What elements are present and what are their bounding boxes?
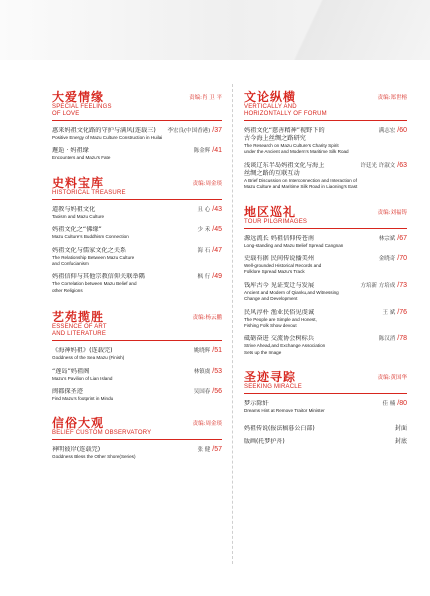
entry-author: 陈汉消 xyxy=(378,336,396,343)
entry-title[interactable]: 钱库古今 见证变迁与发展 xyxy=(244,281,315,289)
entry-title[interactable]: 《海神妈祖》(连载完) xyxy=(52,347,113,355)
toc-entry[interactable] xyxy=(244,235,407,249)
section-editor xyxy=(193,313,222,321)
entry-title-en: Mazu’s Pavilion of Lian Island xyxy=(52,375,113,381)
editor-name: 肖 卫 平 xyxy=(202,95,222,101)
entry-author: 许廷光 许淑文 xyxy=(360,162,396,169)
toc-section xyxy=(52,90,222,162)
toc-entry[interactable] xyxy=(244,282,407,303)
entry-title[interactable]: 民风淳朴 渔业民俗见虔诚 xyxy=(244,308,315,316)
entry-head xyxy=(244,335,407,343)
entry-page-number: /47 xyxy=(212,246,222,254)
entry-head xyxy=(244,235,407,243)
entry-page-number: /60 xyxy=(397,127,407,134)
entry-title-en: Long-standing and Mazu Belief Spread Cangnan xyxy=(244,242,344,248)
toc-section xyxy=(52,310,222,402)
entry-head xyxy=(52,226,222,234)
entry-page-number: /78 xyxy=(397,335,407,343)
entry-author: 方培新 方培成 xyxy=(360,282,396,289)
entry-author: 枫 行 xyxy=(197,274,211,281)
footer-item-page: 封面 xyxy=(394,424,407,432)
entry-title[interactable]: 邂逅 · 妈祖缘 xyxy=(52,147,89,155)
entry-title[interactable]: 妈祖文化与儒家文化之关系 xyxy=(52,246,127,254)
toc-entry[interactable] xyxy=(52,368,222,382)
entry-title[interactable]: 惠来妈祖文化路的守护与满风(连载三) xyxy=(52,127,156,134)
entry-head xyxy=(52,446,222,454)
section-title: 艺苑揽胜 xyxy=(52,310,105,325)
entry-page-number: /43 xyxy=(212,205,222,213)
left-column xyxy=(52,82,222,461)
entry-head xyxy=(52,127,222,135)
toc-entry[interactable] xyxy=(52,206,222,220)
toc-entry[interactable] xyxy=(52,388,222,402)
entry-author: 姚晓辉 xyxy=(193,348,211,355)
toc-entry[interactable] xyxy=(52,147,222,161)
section-title-en: SPECIAL FEELINGS OF LOVE xyxy=(52,104,112,117)
footer-item[interactable] xyxy=(244,438,407,446)
footer-item-title: 版画(托梦护舟) xyxy=(244,437,285,445)
editor-label: 责编: xyxy=(189,95,202,101)
entry-title[interactable]: 源远流长 妈祖信仰传苍南 xyxy=(244,234,315,242)
entry-head xyxy=(52,388,222,396)
section-editor xyxy=(378,208,407,216)
entry-author: 吴国春 xyxy=(193,389,211,396)
entry-title[interactable]: 砥砺奋进 交流协会树标兵 xyxy=(244,335,315,343)
entry-author: 少 禾 xyxy=(197,227,211,234)
entry-title-en: Well-grounded Historical Records and Folklore Spread Mazu’s Track xyxy=(244,263,322,275)
toc-section xyxy=(52,416,222,460)
entry-page-number: /51 xyxy=(212,347,222,355)
toc-entry[interactable] xyxy=(244,400,407,414)
entry-title-en: Encounters and Mazu’s Fate xyxy=(52,155,111,161)
section-title-en: HISTORICAL TREASURE xyxy=(52,189,126,196)
entry-title[interactable]: 梦示除奸 xyxy=(244,400,269,408)
section-rule xyxy=(244,393,407,394)
entry-head xyxy=(52,247,222,255)
entry-head xyxy=(244,162,407,178)
editor-name: 郑世榕 xyxy=(390,95,407,101)
entry-page-number: /56 xyxy=(212,388,222,396)
editor-label: 责编: xyxy=(192,180,206,187)
entry-page-number: /37 xyxy=(212,127,222,134)
section-editor xyxy=(378,93,407,101)
header-wedge-decoration xyxy=(230,0,430,60)
entry-author: 林镇虞 xyxy=(193,368,211,375)
entry-page-number: /57 xyxy=(212,446,222,454)
entry-page-number: /80 xyxy=(397,400,407,408)
entry-author: 且 心 xyxy=(197,206,211,213)
entry-author: 李宏良(中国香港) xyxy=(167,128,211,134)
section-editor xyxy=(189,93,222,101)
toc-section xyxy=(52,176,222,294)
entry-head xyxy=(244,400,407,408)
toc-entry[interactable] xyxy=(52,347,222,361)
toc-entry[interactable] xyxy=(52,226,222,240)
entry-page-number: /67 xyxy=(397,234,407,242)
entry-page-number: /76 xyxy=(397,308,407,316)
entry-page-number: /41 xyxy=(212,147,222,155)
toc-section xyxy=(244,90,407,191)
section-rule xyxy=(244,120,407,121)
editor-label: 责编: xyxy=(377,209,391,216)
entry-author: 海 石 xyxy=(197,247,211,254)
section-rule xyxy=(244,228,407,229)
section-editor xyxy=(193,179,222,187)
section-title: 地区巡礼 xyxy=(244,204,297,219)
toc-entry[interactable] xyxy=(244,309,407,330)
entry-author: 林宗斌 xyxy=(378,235,396,242)
section-rule xyxy=(52,120,222,121)
entry-title-en: The Correlation between Mazu Belief and other Religions xyxy=(52,281,137,293)
entry-author: 张 健 xyxy=(197,447,211,454)
entry-title[interactable]: 妈祖信仰与其他宗教信仰关联举隅 xyxy=(52,273,145,281)
section-rule xyxy=(52,340,222,341)
entry-head xyxy=(52,368,222,376)
entry-title[interactable]: 神明彼岸(连载完) xyxy=(52,446,101,454)
section-rule xyxy=(52,199,222,200)
editor-label: 责编: xyxy=(377,375,391,382)
entry-head xyxy=(244,127,407,143)
section-editor xyxy=(193,419,222,427)
section-rule xyxy=(52,439,222,440)
section-title: 信俗大观 xyxy=(52,416,105,431)
toc-entry[interactable] xyxy=(244,335,407,356)
entry-title-en: Find Mazu’s footprint in Mindu xyxy=(52,396,114,402)
entry-title-en: Taoism and Mazu Culture xyxy=(52,213,105,219)
section-title: 圣迹寻踪 xyxy=(244,370,297,385)
editor-label: 责编: xyxy=(192,315,206,322)
editor-label: 责编: xyxy=(377,95,391,101)
section-title-en: VERTICALLY AND HORIZONTALLY OF FORUM xyxy=(244,104,327,117)
entry-title-en: Strive Ahead,and Exchange Association Sets up the Image xyxy=(244,343,326,355)
entry-title-en: Dreams Hint at Remove Traitor Minister xyxy=(244,408,325,414)
entry-title-en: The Research on Mazu Culture’s Charity Spirit under the Ancient and Modern’s Maritime Silk Road xyxy=(244,143,349,155)
toc-entry[interactable] xyxy=(244,255,407,276)
entry-title-en: Goddness Bless the Other Shore(Series) xyxy=(52,454,136,460)
entry-title-en: Ancient and Modern of Qianku,and Witnessing Change and Development xyxy=(244,289,339,302)
entry-author: 满志宏 xyxy=(378,128,396,134)
toc-entry[interactable] xyxy=(244,162,407,191)
entry-title-en: Mazu Culture’s Buddhism Connection xyxy=(52,234,129,240)
entry-page-number: /63 xyxy=(397,161,407,169)
entry-page-number: /73 xyxy=(397,281,407,289)
toc-section xyxy=(244,205,407,357)
toc-entry[interactable] xyxy=(52,247,222,268)
entry-title[interactable]: 道教与妈祖文化 xyxy=(52,205,96,213)
toc-entry[interactable] xyxy=(52,127,222,141)
entry-title-en: The People are Simple and Honest, Fishing Folk Show devout xyxy=(244,316,317,329)
entry-head xyxy=(244,255,407,263)
section-editor xyxy=(378,373,407,381)
section-title-en: TOUR PILGRIMAGES xyxy=(244,218,308,225)
entry-head xyxy=(244,282,407,290)
entry-title[interactable]: 闽都探圣迹 xyxy=(52,388,83,396)
section-title: 史料宝库 xyxy=(52,175,105,190)
header-band xyxy=(0,0,430,60)
entry-head xyxy=(244,309,407,317)
editor-name: 刘福铸 xyxy=(390,209,407,216)
toc-section xyxy=(244,370,407,414)
entry-title-en: A Brief Discussion on Interconnection and Interaction of Mazu Culture and Maritime Silk Road in Liaoning’s East xyxy=(244,177,358,190)
entry-title-en: The Relationship Between Mazu Culture and Confucianism xyxy=(52,254,135,267)
editor-name: 周金琰 xyxy=(205,421,222,428)
right-column xyxy=(244,82,407,446)
column-divider xyxy=(232,84,233,564)
entry-title[interactable]: “莲岛”妈祖阁 xyxy=(52,367,90,375)
entry-author: 佳 楠 xyxy=(382,401,396,408)
footer-item-page: 封底 xyxy=(394,437,407,445)
entry-page-number: /45 xyxy=(212,226,222,234)
footer-item-title: 妈祖传说(报法稿暮公白部) xyxy=(244,424,315,432)
entry-page-number: /70 xyxy=(397,255,407,263)
entry-title[interactable]: 妈祖文化之“佛缘” xyxy=(52,226,102,234)
entry-author: 王 斌 xyxy=(382,309,396,316)
section-title-en: ESSENCE OF ART AND LITERATURE xyxy=(52,324,107,338)
entry-head xyxy=(52,147,222,155)
entry-page-number: /49 xyxy=(212,273,222,281)
entry-title[interactable]: 浅谈辽东半岛妈祖文化与海上 丝绸之路的互联互动 xyxy=(244,161,325,177)
entry-author: 金晓奇 xyxy=(378,256,396,263)
entry-author: 陈金辉 xyxy=(193,148,211,155)
section-title: 大爱情缘 xyxy=(52,90,105,104)
toc-entry[interactable] xyxy=(52,273,222,294)
section-title-en: SEEKING MIRACLE xyxy=(244,384,303,391)
editor-name: 周金琰 xyxy=(205,180,222,187)
editor-name: 杨云鹏 xyxy=(205,315,222,322)
entry-page-number: /53 xyxy=(212,367,222,375)
entry-head xyxy=(52,206,222,214)
footer-item[interactable] xyxy=(244,425,407,433)
editor-label: 责编: xyxy=(192,421,206,428)
section-title: 文论纵横 xyxy=(244,90,297,104)
entry-title-en: Goddness of the Sea Mazu (Finish) xyxy=(52,355,125,361)
section-title-en: BELIEF CUSTOM OBSERVATORY xyxy=(52,430,152,437)
entry-head xyxy=(52,273,222,281)
toc-entry[interactable] xyxy=(244,127,407,156)
entry-title-en: Positive Energy of Mazu Culture Construction in Huilai xyxy=(52,135,163,140)
entry-title[interactable]: 史载有据 民间传说播美州 xyxy=(244,255,315,263)
editor-name: 黄国华 xyxy=(390,375,407,382)
entry-title[interactable]: 妈祖文化“慈善精神”视野下的 古今海上丝绸之路研究 xyxy=(244,127,325,142)
entry-head xyxy=(52,347,222,355)
toc-entry[interactable] xyxy=(52,446,222,460)
